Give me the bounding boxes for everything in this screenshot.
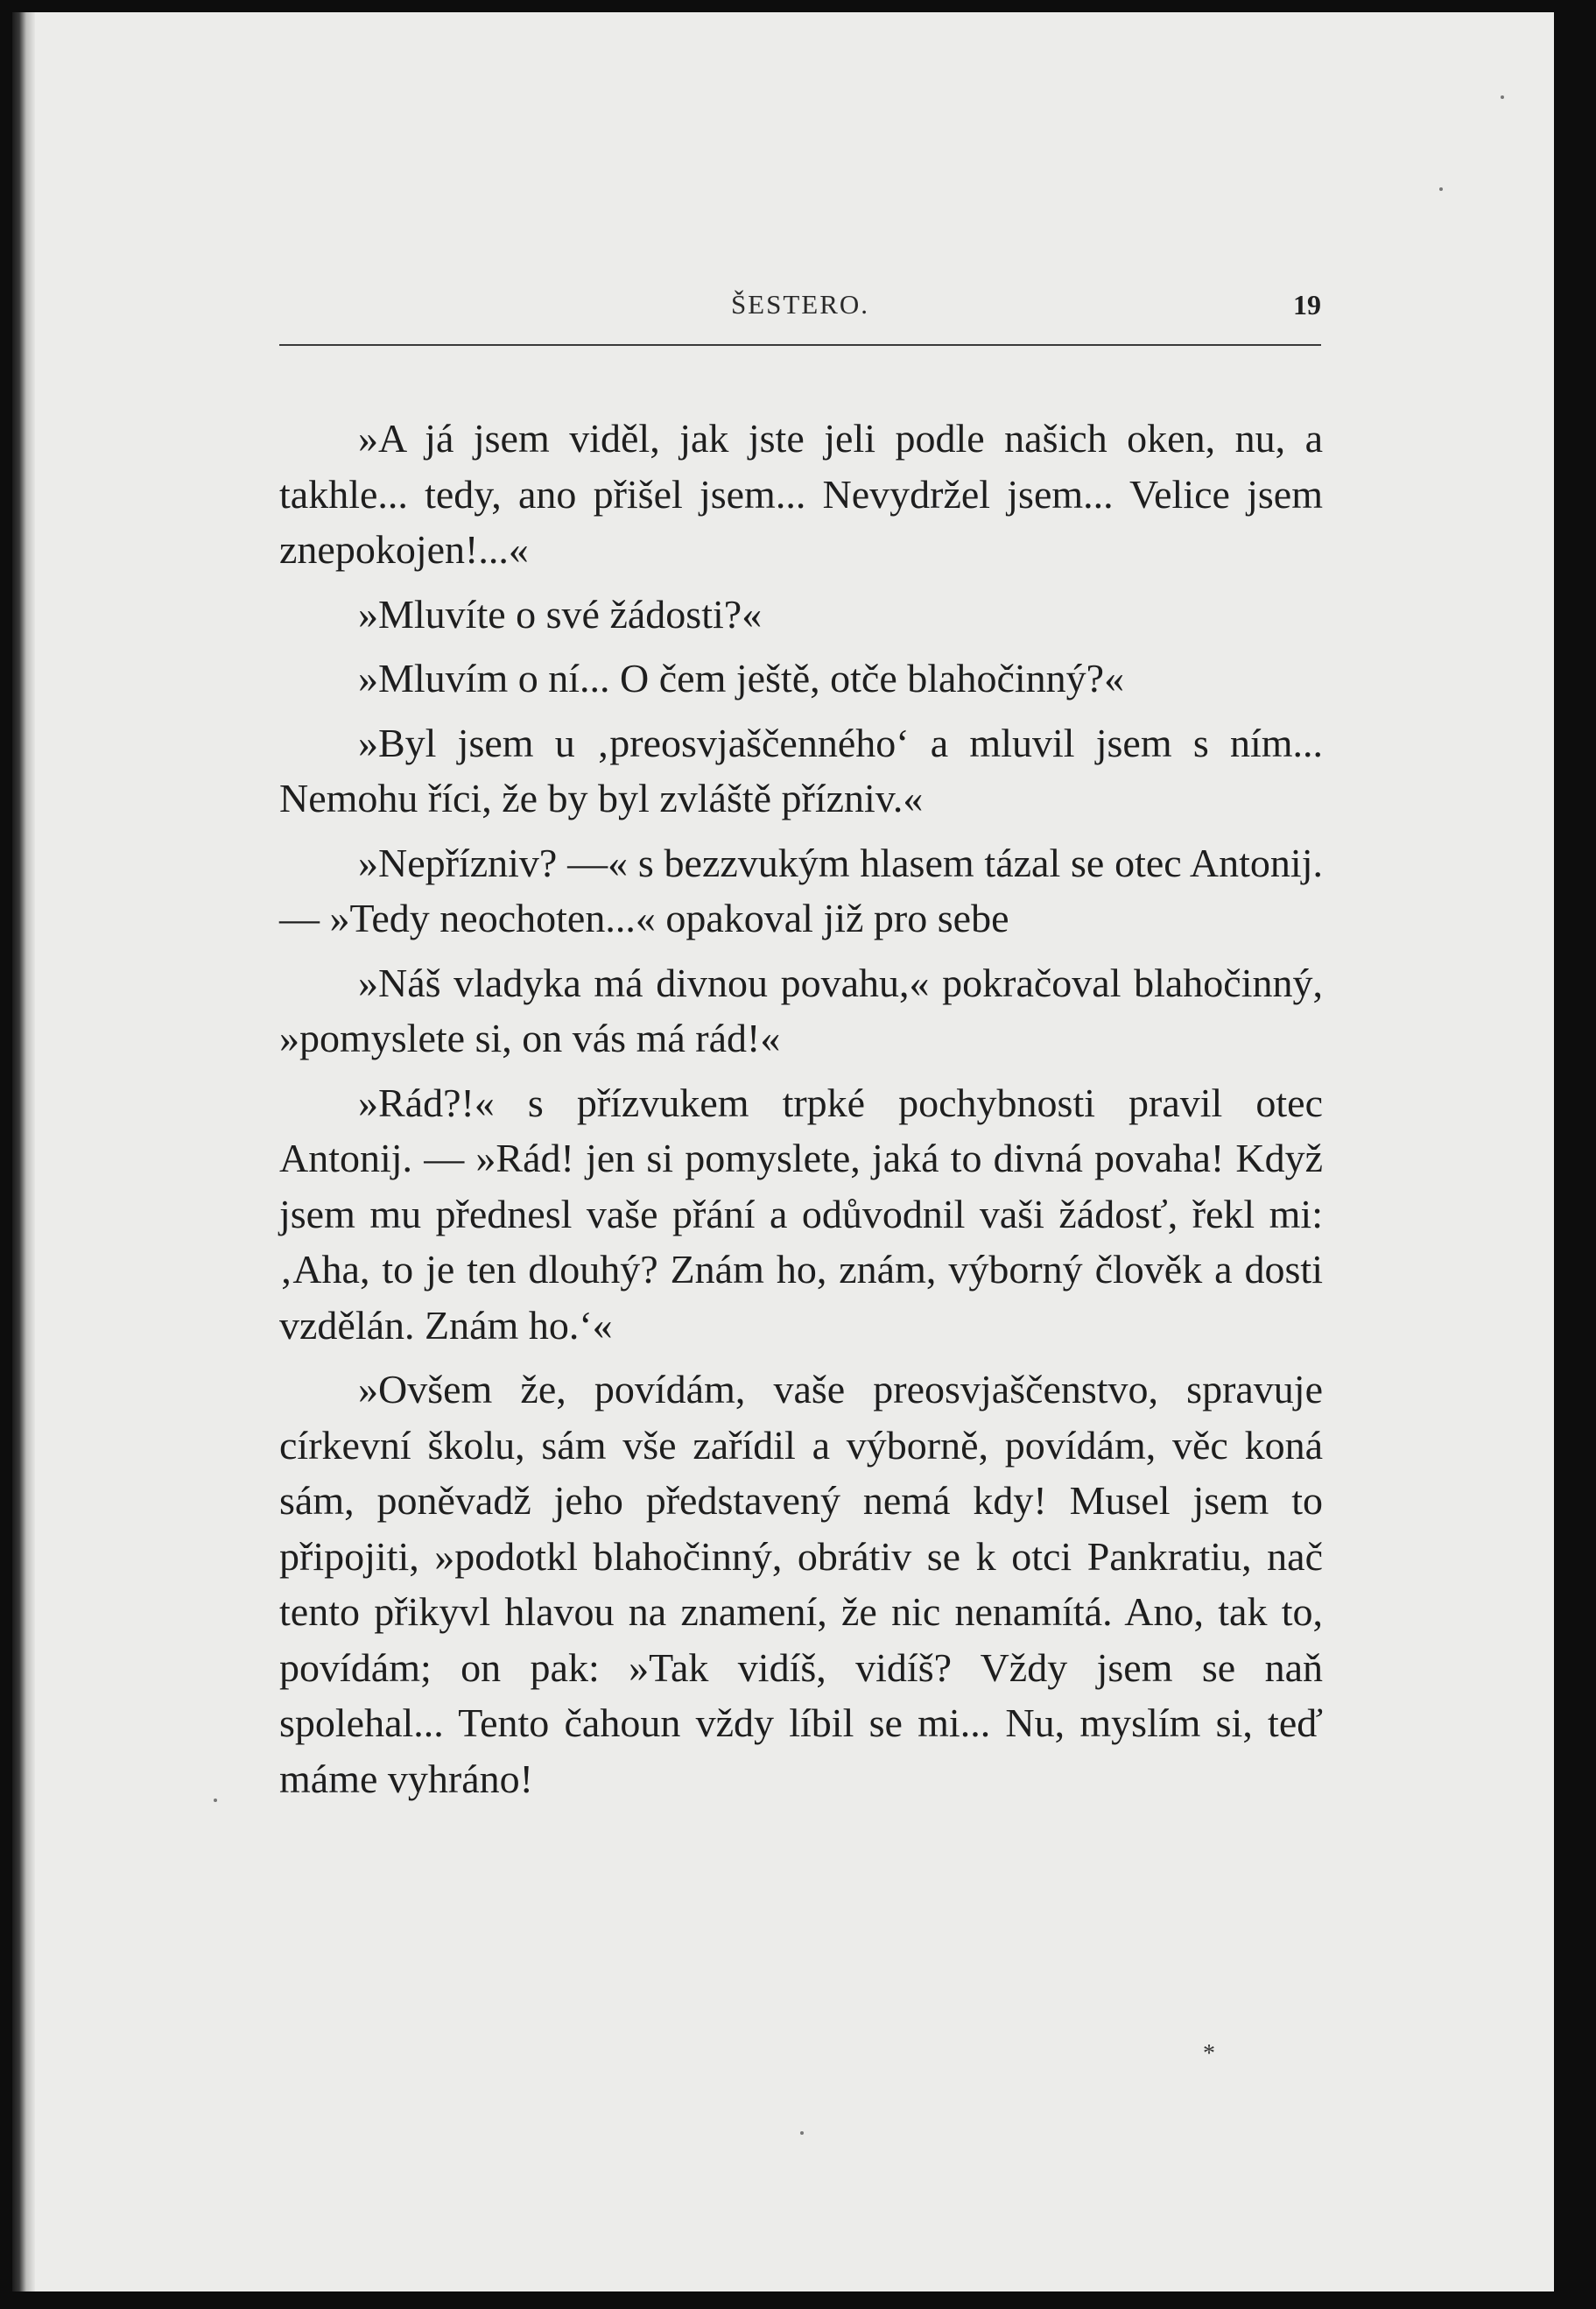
paragraph: »Byl jsem u ‚preosvjaščenného‘ a mluvil jsem s ním... Nemohu říci, že by byl zvláště přízniv.« xyxy=(279,720,1323,820)
book-spine-shadow xyxy=(12,12,35,2291)
paper-speck xyxy=(214,1799,217,1802)
body-text xyxy=(279,411,1323,1806)
paragraph: »Mluvíte o své žádosti?« xyxy=(358,591,763,637)
paragraph: »A já jsem viděl, jak jste jeli podle našich oken, nu, a takhle... tedy, ano přišel jsem... Nevydržel jsem... Velice jsem znepokojen!...« xyxy=(279,416,1323,572)
page-number: 19 xyxy=(1293,289,1321,320)
paragraph: »Mluvím o ní... O čem ještě, otče blahočinný?« xyxy=(358,656,1125,700)
running-title: ŠESTERO. xyxy=(730,289,870,320)
book-page xyxy=(12,12,1554,2291)
signature-mark: * xyxy=(1203,2040,1215,2067)
header-rule xyxy=(279,344,1321,346)
paragraph: »Náš vladyka má divnou povahu,« pokračoval blahočinný, »pomyslete si, on vás má rád!« xyxy=(279,960,1323,1060)
paragraph: »Ovšem že, povídám, vaše preosvjaščenstvo, spravuje církevní školu, sám vše zařídil a výborně, povídám, věc koná sám, poněvadž jeho představený nemá kdy! Musel jsem to připojiti, »podotkl blahočinný, obrátiv se k otci Pankratiu, nač tento přikyvl hlavou na znamení, že nic nenamítá. Ano, tak to, povídám; on pak: »Tak vidíš, vidíš? Vždy jsem se naň spolehal... Tento čahoun vždy líbil se mi... Nu, myslím si, teď máme vyhráno! xyxy=(279,1367,1323,1801)
page-header xyxy=(279,289,1321,333)
paragraph: »Rád?!« s přízvukem trpké pochybnosti pravil otec Antonij. — »Rád! jen si pomyslete, jaká to divná povaha! Když jsem mu přednesl vaše přání a odůvodnil vaši žádosť, řekl mi: ‚Aha, to je ten dlouhý? Znám ho, znám, výborný člověk a dosti vzdělán. Znám ho.‘« xyxy=(279,1080,1323,1348)
paper-speck xyxy=(1501,95,1504,99)
paragraph: »Nepřízniv? —« s bezzvukým hlasem tázal se otec Antonij. — »Tedy neochoten...« opakoval již pro sebe xyxy=(279,840,1323,940)
paper-speck xyxy=(1439,187,1443,191)
paper-speck xyxy=(800,2131,804,2135)
